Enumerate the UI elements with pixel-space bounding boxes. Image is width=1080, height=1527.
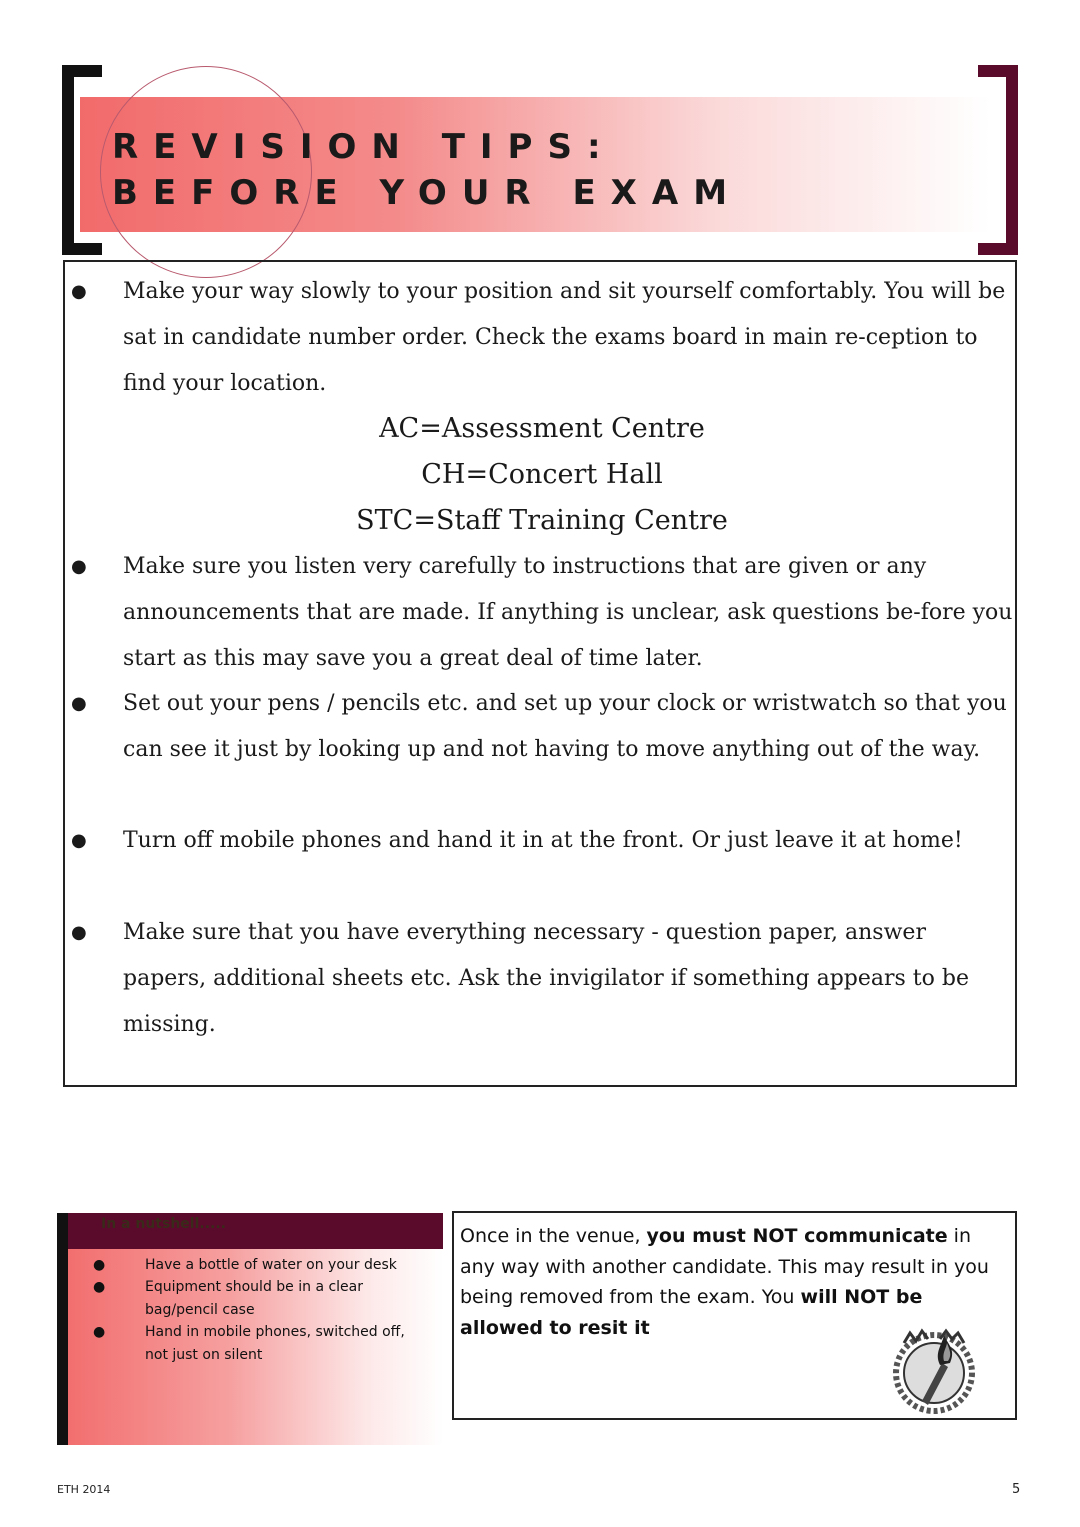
warning-text-part: Once in the venue, — [460, 1225, 647, 1247]
bullet-icon: ● — [93, 1279, 106, 1295]
tip-text: Make your way slowly to your position and sit yourself comfortably. You will be sat in candidate number order. Check the exams board in main re-ception to find your location. — [123, 279, 1006, 396]
location-line: STC=Staff Training Centre — [356, 505, 728, 536]
bullet-icon: ● — [93, 1324, 106, 1340]
nutshell-item-text: Have a bottle of water on your desk — [145, 1257, 397, 1273]
warning-text-part: in any way with another candidate. This may result in you being removed from the exam. You — [460, 1225, 989, 1308]
tip-text: Turn off mobile phones and hand it in at the front. Or just leave it at home! — [123, 828, 963, 853]
location-line: AC=Assessment Centre — [379, 413, 705, 444]
nutshell-title: In a nutshell..... — [101, 1216, 226, 1232]
right-bracket-decoration — [978, 65, 1018, 255]
bullet-icon: ● — [71, 922, 87, 943]
nutshell-item — [93, 1321, 425, 1366]
tip-item — [71, 544, 1013, 681]
nutshell-item — [93, 1254, 425, 1277]
location-line: CH=Concert Hall — [421, 459, 663, 490]
nutshell-item-text: Equipment should be in a clear bag/pencil case — [145, 1279, 364, 1318]
nutshell-side-bar — [57, 1213, 68, 1445]
torch-emblem-icon — [884, 1323, 984, 1415]
bullet-icon: ● — [93, 1257, 106, 1273]
tip-text: Make sure that you have everything necessary - question paper, answer papers, additional sheets etc. Ask the invigilator if something appears to be missing. — [123, 920, 969, 1037]
bullet-icon: ● — [71, 693, 87, 714]
bullet-icon: ● — [71, 830, 87, 851]
tip-text: Make sure you listen very carefully to instructions that are given or any announcements that are made. If anything is unclear, ask questions be-fore you start as this may save you a great deal of time later. — [123, 554, 1013, 671]
tip-item — [71, 818, 1013, 864]
nutshell-item-text: Hand in mobile phones, switched off, not just on silent — [145, 1324, 405, 1363]
warning-box — [452, 1211, 1017, 1420]
tips-box — [63, 260, 1017, 1087]
tip-item — [71, 681, 1013, 773]
tip-item — [71, 910, 1013, 1047]
footer-label: ETH 2014 — [57, 1483, 111, 1496]
page-number: 5 — [1012, 1482, 1021, 1497]
nutshell-item — [93, 1276, 425, 1321]
warning-emphasis: you must NOT communicate — [646, 1225, 948, 1247]
left-bracket-decoration — [62, 65, 102, 255]
page-title — [112, 124, 742, 216]
tip-text: Set out your pens / pencils etc. and set up your clock or wristwatch so that you can see it just by looking up and not having to move anything out of the way. — [123, 691, 1007, 762]
tip-item — [71, 269, 1013, 406]
bullet-icon: ● — [71, 281, 87, 302]
warning-emphasis: will NOT be allowed to resit it — [460, 1286, 923, 1339]
bullet-icon: ● — [71, 556, 87, 577]
page-title-line-1: REVISION TIPS: — [112, 127, 616, 167]
page-title-line-2: BEFORE YOUR EXAM — [112, 173, 743, 213]
